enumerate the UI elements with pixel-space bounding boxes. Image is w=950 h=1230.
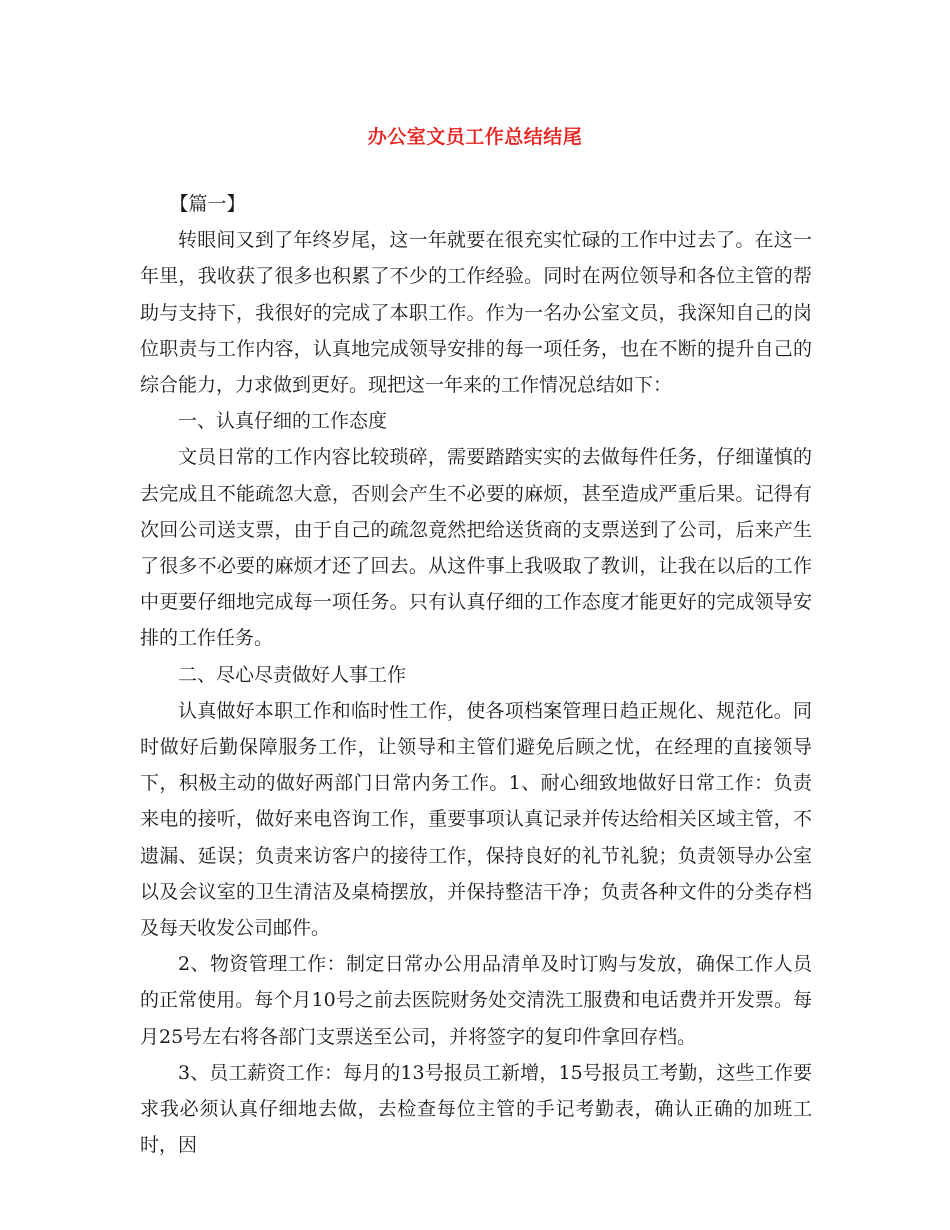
document-title: 办公室文员工作总结结尾 [367,126,583,148]
section-heading: 二、尽心尽责做好人事工作 [178,663,407,686]
paragraph: 2、物资管理工作：制定日常办公用品清单及时订购与发放，确保工作人员的正常使用。每个月10号之前去医院财务处交清洗工服费和电话费并开发票。每月25号左右将各部门支票送至公司，并将签字的复印件拿回存档。 [140,953,812,1048]
paragraph: 认真做好本职工作和临时性工作，使各项档案管理日趋正规化、规范化。同时做好后勤保障服务工作，让领导和主管们避免后顾之忧，在经理的直接领导下，积极主动的做好两部门日常内务工作。1、耐心细致地做好日常工作：负责来电的接听，做好来电咨询工作，重要事项认真记录并传达给相关区域主管，不遗漏、延误；负责来访客户的接待工作，保持良好的礼节礼貌；负责领导办公室以及会议室的卫生清洁及桌椅摆放，并保持整洁干净；负责各种文件的分类存档及每天收发公司邮件。 [140,699,812,940]
section-label: 【篇一】 [169,193,246,215]
paragraph: 3、员工薪资工作：每月的13号报员工新增，15号报员工考勤，这些工作要求我必须认真仔细地去做，去检查每位主管的手记考勤表，确认正确的加班工时，因 [140,1061,812,1157]
paragraph: 文员日常的工作内容比较琐碎，需要踏踏实实的去做每件任务，仔细谨慎的去完成且不能疏忽大意，否则会产生不必要的麻烦，甚至造成严重后果。记得有次回公司送支票，由于自己的疏忽竟然把给送货商的支票送到了公司，后来产生了很多不必要的麻烦才还了回去。从这件事上我吸取了教训，让我在以后的工作中更要仔细地完成每一项任务。只有认真仔细的工作态度才能更好的完成领导安排的工作任务。 [140,446,812,650]
document-body [140,186,812,1163]
section-heading: 一、认真仔细的工作态度 [178,410,388,433]
paragraph: 转眼间又到了年终岁尾，这一年就要在很充实忙碌的工作中过去了。在这一年里，我收获了很多也积累了不少的工作经验。同时在两位领导和各位主管的帮助与支持下，我很好的完成了本职工作。作为一名办公室文员，我深知自己的岗位职责与工作内容，认真地完成领导安排的每一项任务，也在不断的提升自己的综合能力，力求做到更好。现把这一年来的工作情况总结如下： [140,229,812,397]
